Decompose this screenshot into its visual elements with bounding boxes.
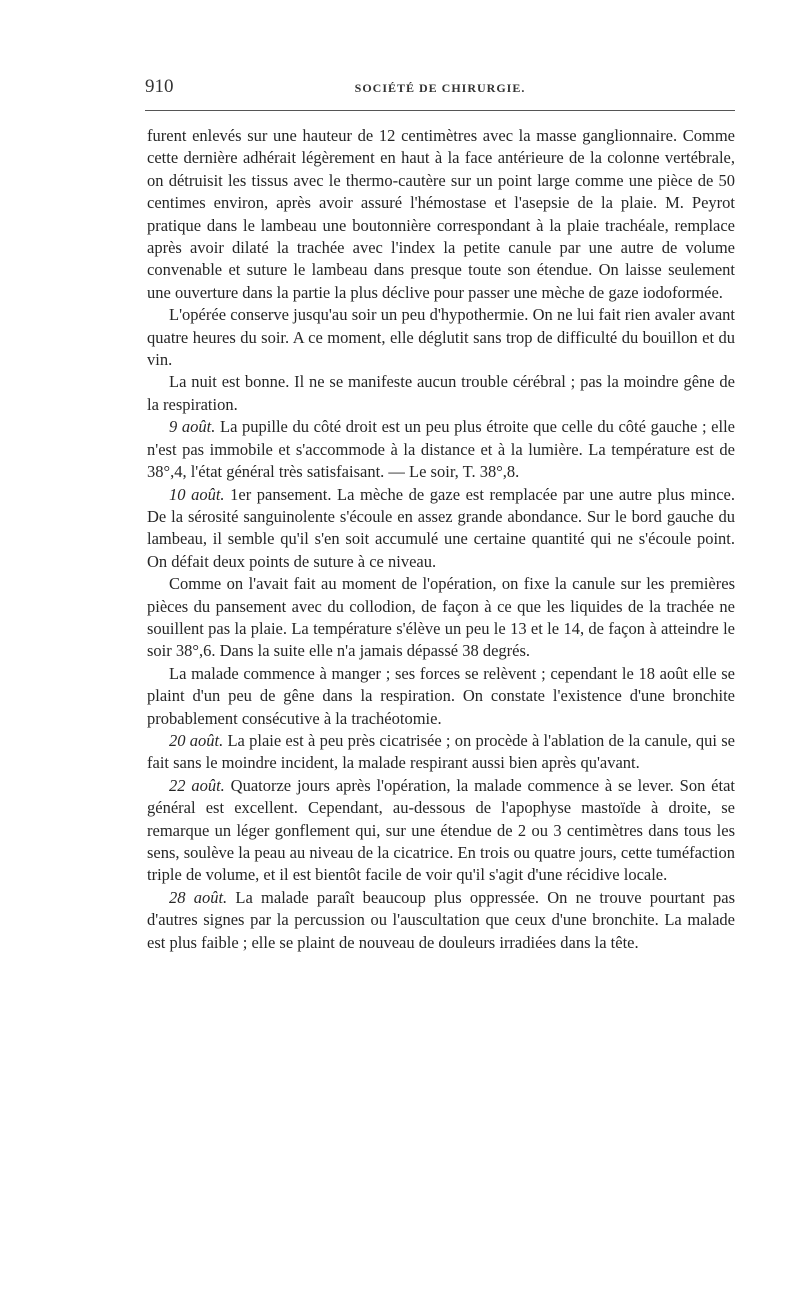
paragraph-text: 1er pansement. La mèche de gaze est remplacée par une autre plus mince. De la sérosité sanguinolente s'écoule en assez grande abondance. Sur le bord gauche du lambeau, il semble qu'il s'en soit accumulé une certaine quantité qui ne s'écoule point. On défait deux points de suture à ce niveau. xyxy=(147,484,735,571)
paragraph xyxy=(147,484,735,574)
paragraph xyxy=(147,775,735,887)
paragraph-text: La malade paraît beaucoup plus oppressée. On ne trouve pourtant pas d'autres signes par la percussion ou l'auscultation que ceux d'une bronchite. La malade est plus faible ; elle se plaint de nouveau de douleurs irradiées dans la tête. xyxy=(147,887,735,952)
paragraph-date: 20 août. xyxy=(169,730,224,750)
paragraph xyxy=(147,304,735,371)
paragraph xyxy=(147,573,735,663)
paragraph xyxy=(147,663,735,730)
paragraph-text: L'opérée conserve jusqu'au soir un peu d'hypothermie. On ne lui fait rien avaler avant quatre heures du soir. A ce moment, elle déglutit sans trop de difficulté du bouillon et du vin. xyxy=(147,305,735,370)
paragraph xyxy=(147,887,735,954)
running-title: SOCIÉTÉ DE CHIRURGIE. xyxy=(354,81,526,95)
paragraph-text: furent enlevés sur une hauteur de 12 centimètres avec la masse ganglionnaire. Comme cette dernière adhérait légèrement en haut à la face antérieure de la colonne vertébrale, on détruisit les tissus avec le thermo-cautère sur un point large comme une pièce de 50 centimes environ, après avoir assuré l'hémostase et l'asepsie de la plaie. M. Peyrot pratique dans le lambeau une boutonnière correspondant à la plaie trachéale, remplace après avoir dilaté la trachée avec l'index la petite canule par une autre de volume convenable et suture le lambeau dans presque toute son étendue. On laisse seulement une ouverture dans la partie la plus déclive pour passer une mèche de gaze iodoformée. xyxy=(147,126,735,302)
paragraph xyxy=(147,371,735,416)
header-rule xyxy=(145,110,735,111)
page-header xyxy=(145,76,735,100)
paragraph-text: Quatorze jours après l'opération, la malade commence à se lever. Son état général est excellent. Cependant, au-dessous de l'apophyse mastoïde à droite, se remarque un léger gonflement qui, sur une étendue de 2 ou 3 centimètres dans tous les sens, soulève la peau au niveau de la cicatrice. En trois ou quatre jours, cette tuméfaction triple de volume, et il est bientôt facile de voir qu'il s'agit d'une récidive locale. xyxy=(147,775,735,885)
paragraph-date: 10 août. xyxy=(169,484,225,504)
paragraph-text: La plaie est à peu près cicatrisée ; on procède à l'ablation de la canule, qui se fait sans le moindre incident, la malade respirant aussi bien après qu'avant. xyxy=(147,730,735,773)
paragraph-text: Comme on l'avait fait au moment de l'opération, on fixe la canule sur les premières pièces du pansement avec du collodion, de façon à ce que les liquides de la trachée ne souillent pas la plaie. La température s'élève un peu le 13 et le 14, de façon à atteindre le soir 38°,6. Dans la suite elle n'a jamais dépassé 38 degrés. xyxy=(147,574,735,661)
paragraph-date: 9 août. xyxy=(169,417,216,437)
paragraph xyxy=(147,730,735,775)
paragraph xyxy=(147,416,735,483)
page-number: 910 xyxy=(145,76,174,97)
paragraph-text: La pupille du côté droit est un peu plus étroite que celle du côté gauche ; elle n'est pas immobile et s'accommode à la distance et à la lumière. La température est de 38°,4, l'état général très satisfaisant. — Le soir, T. 38°,8. xyxy=(147,417,735,482)
paragraph-date: 22 août. xyxy=(169,775,225,795)
body-text xyxy=(147,125,735,954)
paragraph xyxy=(147,125,735,304)
paragraph-text: La malade commence à manger ; ses forces se relèvent ; cependant le 18 août elle se plaint d'un peu de gêne dans la respiration. On constate l'existence d'une bronchite probablement consécutive à la trachéotomie. xyxy=(147,663,735,728)
paragraph-text: La nuit est bonne. Il ne se manifeste aucun trouble cérébral ; pas la moindre gêne de la respiration. xyxy=(147,372,735,414)
paragraph-date: 28 août. xyxy=(169,887,228,907)
